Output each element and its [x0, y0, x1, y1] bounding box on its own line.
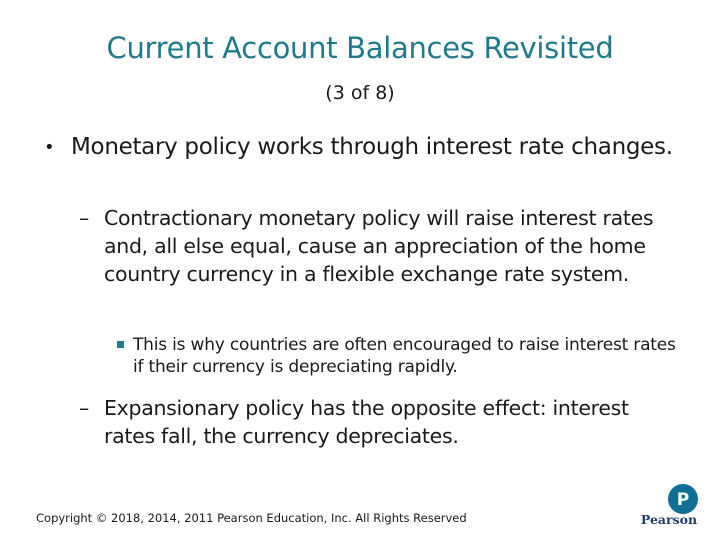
main-bullet-text: Monetary policy works through interest rate changes. — [71, 134, 673, 160]
dash-marker: – — [79, 206, 89, 230]
pearson-logo-icon — [668, 484, 698, 514]
logo-letter: P — [676, 490, 690, 510]
slide-title: Current Account Balances Revisited — [106, 31, 614, 65]
bullet-marker: • — [44, 137, 55, 158]
sub-bullet-text: Expansionary policy has the opposite effect: interest rates fall, the currency depreciates. — [104, 396, 629, 448]
sub-bullet-text: Contractionary monetary policy will raise interest rates and, all else equal, cause an appreciation of the home country currency in a flexible exchange rate system. — [104, 206, 654, 286]
slide-subtitle: (3 of 8) — [325, 82, 395, 104]
copyright-footer: Copyright © 2018, 2014, 2011 Pearson Education, Inc. All Rights Reserved — [36, 511, 467, 525]
sub-sub-bullet-text: This is why countries are often encouraged to raise interest rates if their currency is depreciating rapidly. — [133, 335, 676, 377]
square-bullet-icon — [117, 341, 124, 348]
dash-marker: – — [79, 396, 89, 420]
pearson-wordmark: Pearson — [640, 512, 698, 527]
